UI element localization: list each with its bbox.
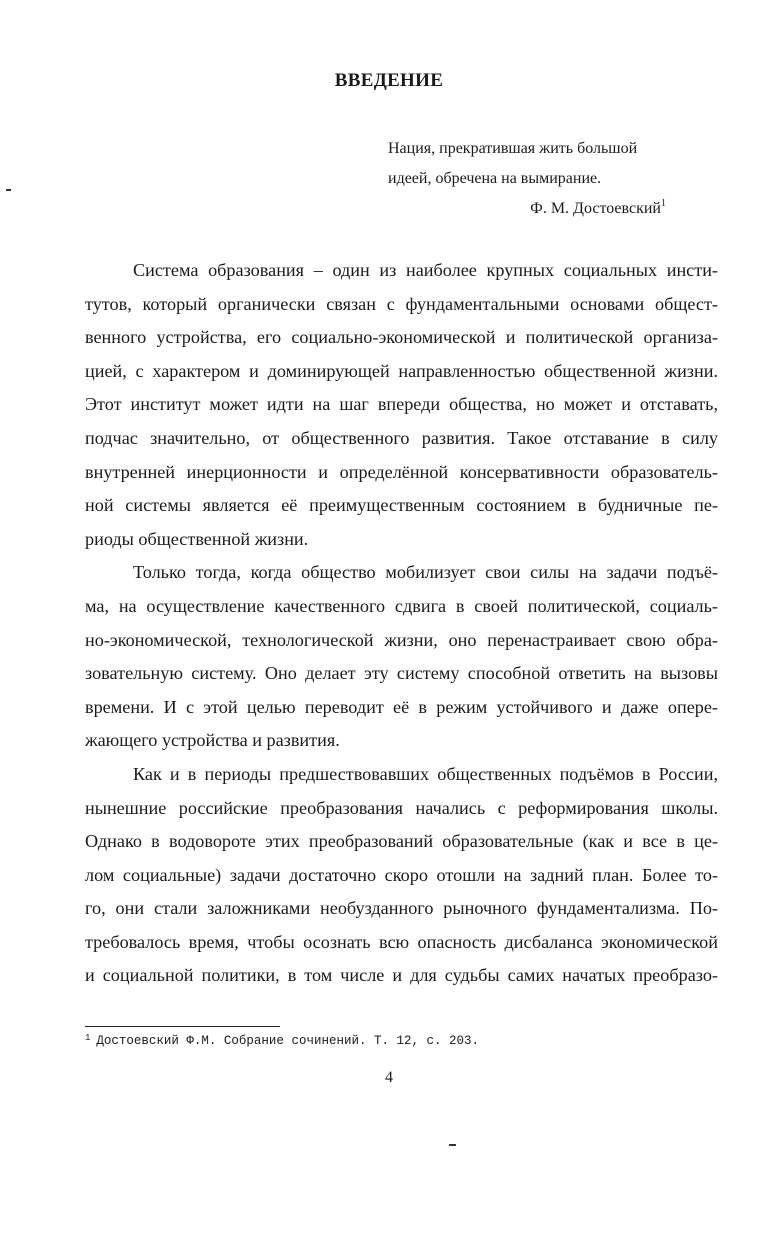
epigraph-line: идеей, обречена на вымирание. — [388, 170, 602, 187]
footnote-text: Достоевский Ф.М. Собрание сочинений. Т. 12, с. 203. — [96, 1034, 479, 1048]
text-line: Только тогда, когда общество мобилизует свои силы на задачи подъё- — [133, 562, 718, 583]
text-line: ма, на осуществление качественного сдвига в своей политической, социаль- — [85, 595, 718, 616]
epigraph — [388, 137, 688, 217]
text-line: го, они стали заложниками необузданного рыночного фундаментализма. По- — [85, 898, 718, 919]
page-title: ВВЕДЕНИЕ — [334, 70, 444, 91]
footnote-number: 1 — [85, 1033, 91, 1043]
footnote — [85, 1033, 479, 1048]
text-line: времени. И с этой целью переводит её в режим устойчивого и даже опере- — [85, 696, 718, 717]
paragraph-1 — [85, 254, 718, 556]
text-line: Как и в периоды предшествовавших общественных подъёмов в России, — [133, 763, 718, 784]
text-line: требовалось время, чтобы осознать всю опасность дисбаланса экономической — [85, 931, 718, 952]
scan-artifact — [6, 189, 11, 191]
footnote-reference: 1 — [661, 198, 666, 209]
epigraph-line: Нация, прекратившая жить большой — [388, 140, 638, 157]
text-line: и социальной политики, в том числе и для судьбы самих начатых преобразо- — [85, 965, 718, 986]
paragraph-2 — [85, 556, 718, 758]
text-line: нынешние российские преобразования начались с реформирования школы. — [85, 797, 718, 818]
paragraph-3 — [85, 758, 718, 993]
text-line: венного устройства, его социально-экономической и политической организа- — [85, 327, 718, 348]
text-line: Этот институт может идти на шаг впереди общества, но может и отставать, — [85, 394, 718, 415]
footnote-divider — [85, 1026, 280, 1027]
text-line: ной системы является её преимущественным состоянием в будничные пе- — [85, 495, 718, 516]
page-number: 4 — [385, 1069, 393, 1086]
text-line: лом социальные) задачи достаточно скоро отошли на задний план. Более то- — [85, 864, 718, 885]
text-line: зовательную систему. Оно делает эту систему способной ответить на вызовы — [85, 663, 718, 684]
text-line: цией, с характером и доминирующей направленностью общественной жизни. — [85, 360, 718, 381]
text-line: тутов, который органически связан с фундаментальными основами общест- — [85, 293, 718, 314]
epigraph-author — [530, 198, 666, 218]
text-line: внутренней инерционности и определённой консервативности образователь- — [85, 461, 718, 482]
epigraph-author-name: Ф. М. Достоевский — [530, 200, 661, 217]
scan-artifact — [449, 1144, 456, 1146]
text-line: риоды общественной жизни. — [85, 528, 309, 549]
text-line: Однако в водовороте этих преобразований образовательные (как и все в це- — [85, 831, 718, 852]
text-line: Система образования – один из наиболее крупных социальных инсти- — [133, 260, 718, 280]
body-text — [85, 254, 718, 993]
text-line: подчас значительно, от общественного развития. Такое отставание в силу — [85, 427, 718, 448]
text-line: жающего устройства и развития. — [85, 730, 340, 751]
text-line: но-экономической, технологической жизни, оно перенастраивает свою обра- — [85, 629, 718, 650]
